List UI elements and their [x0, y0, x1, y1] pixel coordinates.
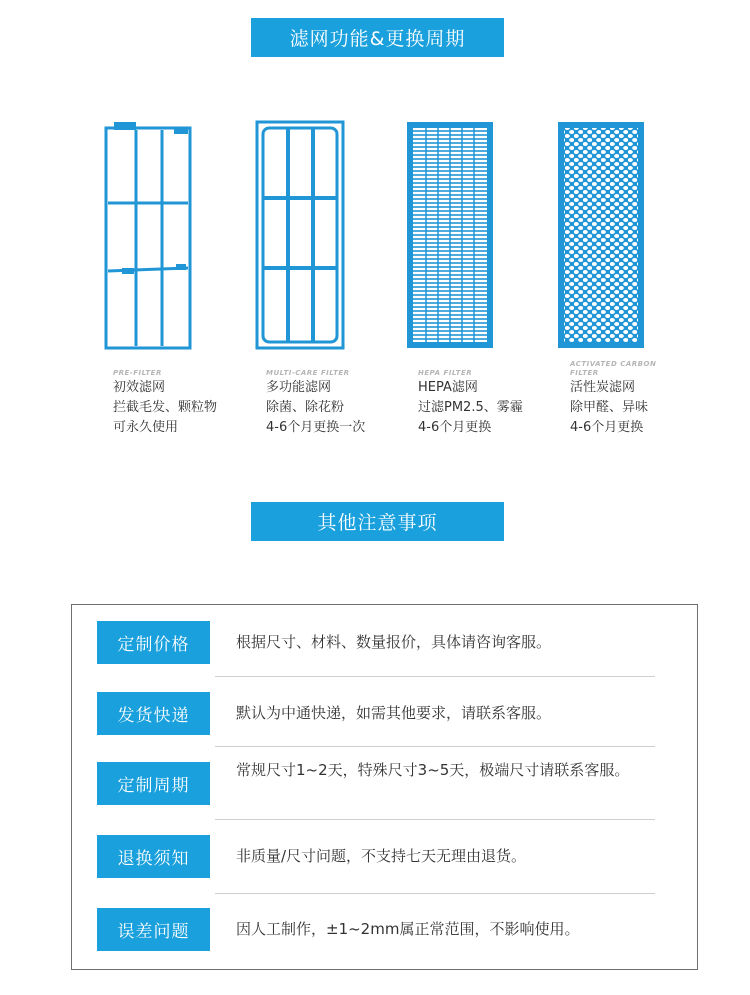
filter-english-label: ACTIVATED CARBON FILTER: [570, 360, 657, 377]
row-divider: [215, 819, 655, 820]
filter-name: 多功能滤网: [266, 380, 332, 395]
multi-care-filter-icon: [255, 118, 347, 353]
filter-replace: 4-6个月更换: [570, 420, 644, 435]
filters-section-title: 滤网功能&更换周期: [251, 18, 504, 57]
notes-section-title: 其他注意事项: [251, 502, 504, 541]
notes-table: [71, 604, 698, 970]
filter-english-label: HEPA FILTER: [418, 369, 473, 377]
carbon-filter-icon: [556, 118, 648, 353]
filter-name: 初效滤网: [113, 380, 166, 395]
filter-desc: 除菌、除花粉: [266, 400, 345, 415]
filter-caption-2: [266, 360, 416, 438]
row-divider: [215, 893, 655, 894]
filter-caption-1: [113, 360, 263, 438]
note-text: 非质量/尺寸问题，不支持七天无理由退货。: [236, 847, 527, 865]
filter-desc: 除甲醛、异味: [570, 400, 649, 415]
note-text: 常规尺寸1~2天，特殊尺寸3~5天，极端尺寸请联系客服。: [236, 761, 630, 779]
note-label: 误差问题: [97, 908, 210, 951]
row-divider: [215, 746, 655, 747]
note-text: 默认为中通快递，如需其他要求，请联系客服。: [236, 704, 552, 722]
pre-filter-icon: [104, 118, 194, 353]
filter-replace: 可永久使用: [113, 420, 179, 435]
filter-replace: 4-6个月更换: [418, 420, 492, 435]
filter-desc: 拦截毛发、颗粒物: [113, 400, 218, 415]
note-label: 退换须知: [97, 835, 210, 878]
filter-english-label: PRE-FILTER: [113, 369, 162, 377]
note-label: 发货快递: [97, 692, 210, 735]
filter-english-label: MULTI-CARE FILTER: [266, 369, 350, 377]
row-divider: [215, 676, 655, 677]
filter-desc: 过滤PM2.5、雾霾: [418, 400, 523, 415]
filter-name: 活性炭滤网: [570, 380, 636, 395]
note-text: 因人工制作，±1~2mm属正常范围，不影响使用。: [236, 920, 580, 938]
filter-replace: 4-6个月更换一次: [266, 420, 366, 435]
note-text: 根据尺寸、材料、数量报价，具体请咨询客服。: [236, 633, 552, 651]
hepa-filter-icon: [405, 118, 497, 353]
filter-caption-3: [418, 360, 568, 438]
note-label: 定制价格: [97, 621, 210, 664]
filter-caption-4: [570, 360, 670, 438]
filter-name: HEPA滤网: [418, 380, 478, 395]
note-label: 定制周期: [97, 762, 210, 805]
